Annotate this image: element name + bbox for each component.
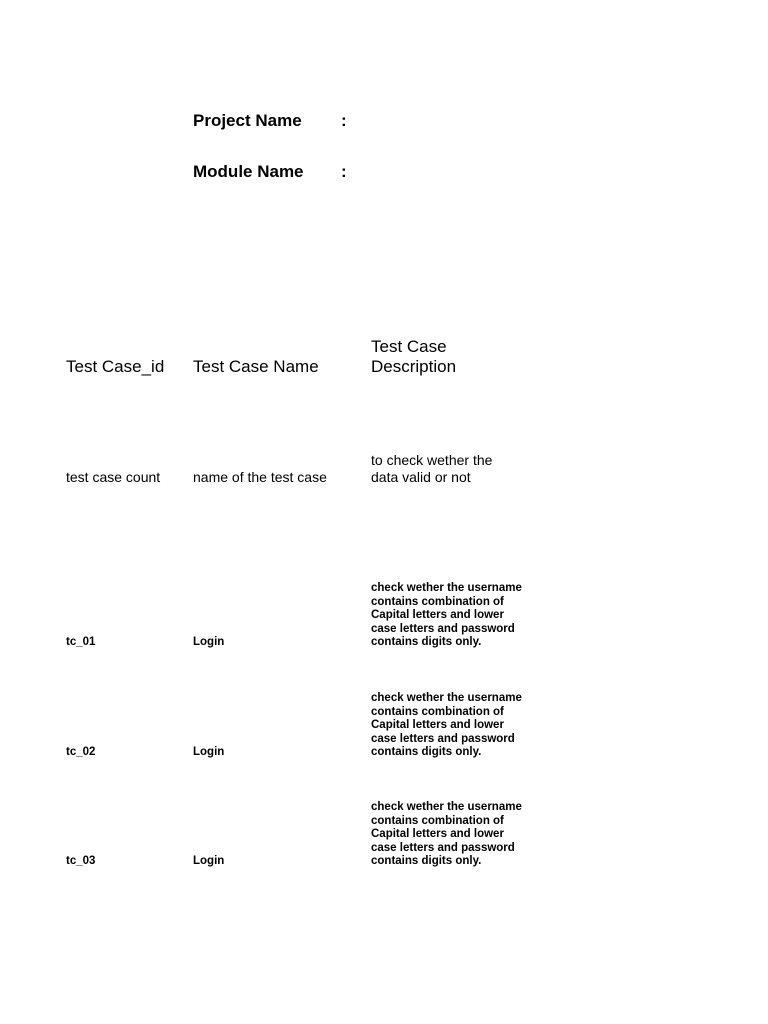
header-test-case-description: Test Case Description xyxy=(371,337,457,376)
test-case-name: Login xyxy=(193,855,225,867)
header-test-case-name: Test Case Name xyxy=(193,357,319,376)
test-case-name: Login xyxy=(193,636,225,648)
test-case-description: check wether the username contains combination of Capital letters and lower case letters and password contains digits only. xyxy=(371,582,522,649)
project-name-row xyxy=(193,111,347,131)
module-name-label: Module Name xyxy=(193,162,304,181)
test-case-id: tc_02 xyxy=(66,746,96,758)
header-test-case-id: Test Case_id xyxy=(66,357,165,376)
module-name-row xyxy=(193,162,347,182)
test-case-id: tc_01 xyxy=(66,636,96,648)
hint-test-case-description: to check wether the data valid or not xyxy=(371,452,493,485)
test-case-id: tc_03 xyxy=(66,855,96,867)
hint-test-case-count: test case count xyxy=(66,469,161,485)
test-case-description: check wether the username contains combination of Capital letters and lower case letters and password contains digits only. xyxy=(371,801,522,868)
hint-test-case-name: name of the test case xyxy=(193,469,327,485)
project-name-label: Project Name xyxy=(193,111,302,130)
test-case-description: check wether the username contains combination of Capital letters and lower case letters and password contains digits only. xyxy=(371,692,522,759)
test-case-name: Login xyxy=(193,746,225,758)
project-name-colon: : xyxy=(341,111,347,130)
module-name-colon: : xyxy=(341,162,347,181)
